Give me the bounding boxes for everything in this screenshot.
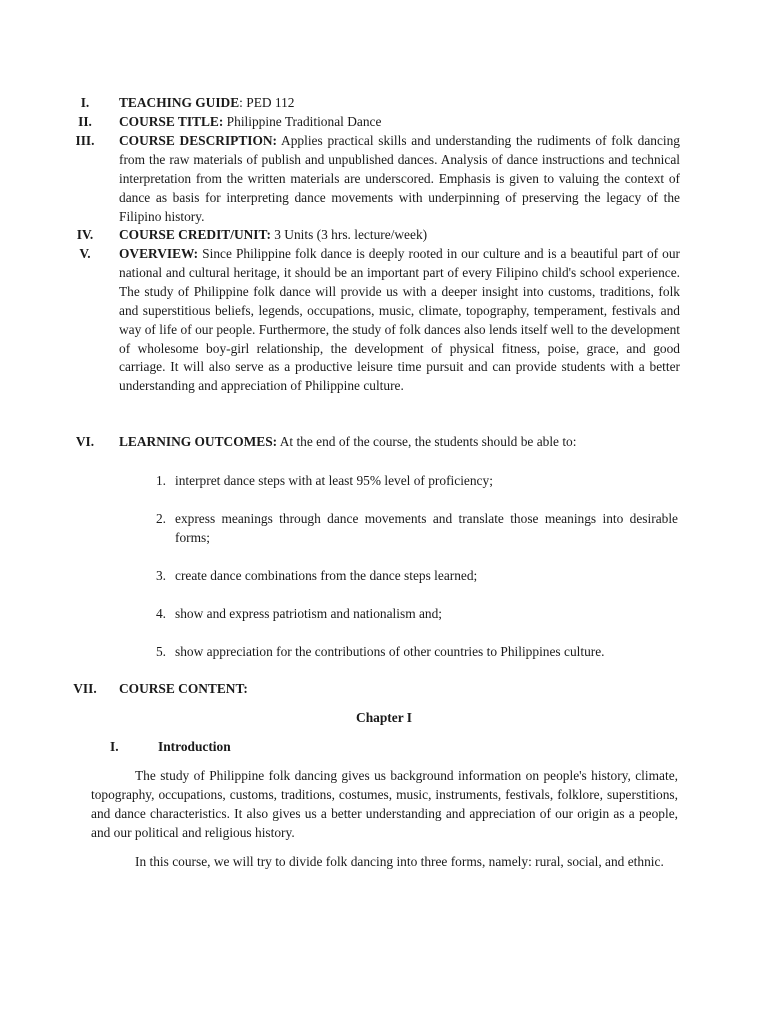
section-course-credit (70, 226, 680, 245)
outcome-number: 4. (155, 606, 166, 621)
section-text: At the end of the course, the students should be able to: (279, 434, 577, 449)
outcome-text: express meanings through dance movements and translate those meanings into desirable forms; (175, 511, 678, 545)
section-label: TEACHING GUIDE (119, 95, 240, 110)
section-text: Applies practical skills and understanding the rudiments of folk dancing from the raw materials of publish and unpublished dances. Analysis of dance instructions and technical interpretation from the written materials are underscored. Emphasis is given to valuing the context of dance as basis for interpreting dance movements with underpinning of preserving the legacy of the Filipino history. (119, 133, 681, 224)
section-learning-outcomes (70, 433, 680, 452)
section-number: III. (75, 133, 95, 148)
section-text: 3 Units (3 hrs. lecture/week) (274, 227, 428, 242)
outcome-text: show appreciation for the contributions of other countries to Philippines culture. (175, 644, 605, 659)
subsection-title: Introduction (158, 739, 231, 754)
outcome-text: create dance combinations from the dance steps learned; (175, 568, 478, 583)
section-course-title (70, 113, 680, 132)
outcome-text: interpret dance steps with at least 95% level of proficiency; (175, 473, 493, 488)
outcome-item (150, 567, 678, 586)
subsection-number: I. (110, 739, 119, 754)
subsection-heading (110, 738, 231, 757)
outcome-number: 2. (155, 511, 166, 526)
outcome-number: 3. (155, 568, 166, 583)
outcome-text: show and express patriotism and nationalism and; (175, 606, 443, 621)
outcome-item (150, 472, 678, 491)
section-number: V. (79, 246, 91, 261)
section-number: VII. (73, 681, 97, 696)
outcome-number: 5. (155, 644, 166, 659)
section-text: Since Philippine folk dance is deeply rooted in our culture and is a beautiful part of our national and cultural heritage, it should be an important part of every Filipino child's school experience. The study of Philippine folk dance will provide us with a deeper insight into customs, traditions, folk and superstitious beliefs, legends, occupations, music, climate, topography, temperament, festivals and way of life of our people. Furthermore, the study of folk dances also lends itself well to the development of wholesome boy-girl relationship, the development of physical fitness, poise, grace, and good carriage. It will also serve as a productive leisure time pursuit and can provide students with a better understanding and appreciation of Philippine culture. (119, 246, 680, 394)
section-label: COURSE CONTENT: (119, 681, 248, 696)
section-label: OVERVIEW: (119, 246, 199, 261)
section-number: II. (78, 114, 92, 129)
section-label: COURSE TITLE: (119, 114, 224, 129)
intro-paragraph: In this course, we will try to divide folk dancing into three forms, namely: rural, social, and ethnic. (135, 854, 664, 869)
section-overview (70, 245, 680, 396)
outcome-item (150, 605, 678, 624)
section-label: LEARNING OUTCOMES: (119, 434, 278, 449)
chapter-title: Chapter I (356, 710, 412, 725)
section-number: I. (80, 95, 90, 110)
section-text: Philippine Traditional Dance (226, 114, 382, 129)
section-teaching-guide: I. TEACHING GUIDE: PED 112 (70, 94, 680, 113)
outcome-item (150, 643, 678, 662)
outcome-number: 1. (155, 473, 166, 488)
intro-paragraph: The study of Philippine folk dancing gives us background information on people's history, climate, topography, occupations, customs, traditions, costumes, music, instruments, festivals, folklore, superstitions, and dance characteristics. It also gives us a better understanding and appreciation of our origin as a people, and our political and religious history. (91, 768, 678, 840)
section-number: IV. (76, 227, 94, 242)
outcome-item (150, 510, 678, 548)
section-course-content (70, 680, 680, 699)
section-number: VI. (75, 434, 95, 449)
section-course-description (70, 132, 680, 227)
section-label: COURSE DESCRIPTION: (119, 133, 278, 148)
section-label: COURSE CREDIT/UNIT: (119, 227, 271, 242)
section-text: PED 112 (246, 95, 295, 110)
